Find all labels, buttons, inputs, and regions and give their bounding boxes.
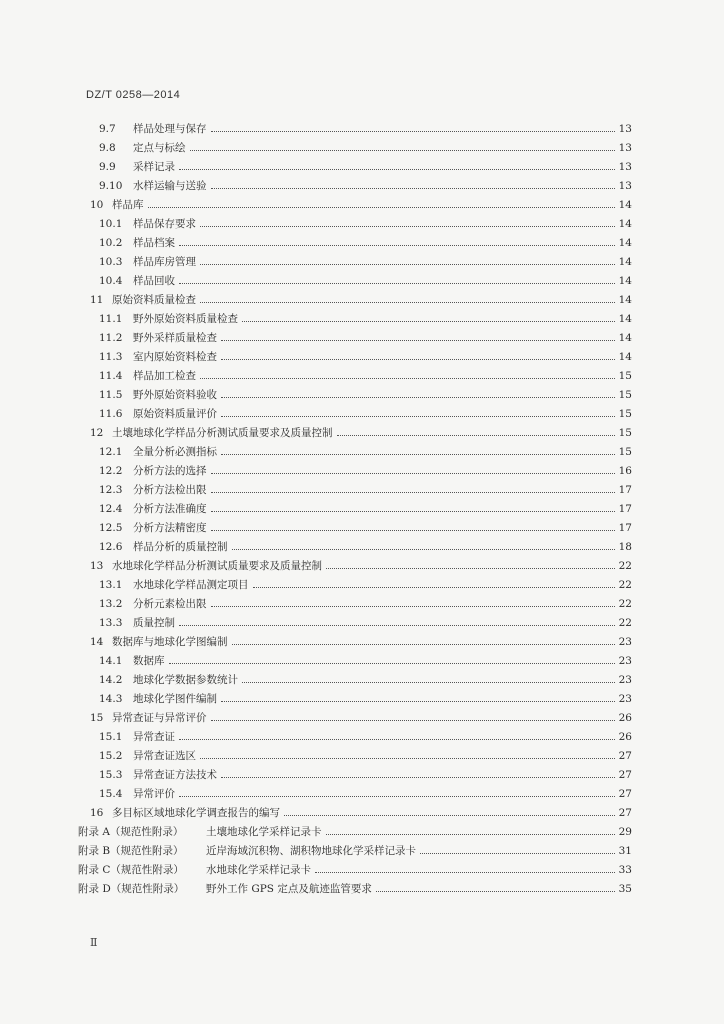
- toc-entry[interactable]: [99, 730, 632, 744]
- toc-leader-dots: [179, 787, 615, 797]
- toc-leader-dots: [179, 616, 615, 626]
- toc-entry[interactable]: [90, 806, 632, 820]
- toc-entry-title: 样品加工检查: [133, 370, 196, 382]
- toc-entry-number: 11.1: [99, 313, 123, 325]
- toc-entry[interactable]: [99, 369, 632, 383]
- toc-entry-number: 15: [90, 712, 104, 724]
- toc-entry[interactable]: [99, 787, 632, 801]
- toc-entry-number: 12: [90, 427, 104, 439]
- toc-entry-title: 原始资料质量评价: [133, 408, 217, 420]
- toc-leader-dots: [232, 540, 615, 550]
- toc-entry-title: 异常查证方法技术: [133, 769, 217, 781]
- toc-entry-page: 14: [618, 294, 632, 306]
- toc-entry[interactable]: [99, 217, 632, 231]
- toc-entry-page: 14: [618, 275, 632, 287]
- toc-leader-dots: [221, 388, 615, 398]
- toc-leader-dots: [221, 331, 615, 341]
- toc-entry-title: 样品处理与保存: [133, 123, 207, 135]
- toc-entry-number: 12.6: [99, 541, 123, 553]
- toc-entry[interactable]: [90, 293, 632, 307]
- toc-entry[interactable]: [99, 464, 632, 478]
- toc-entry-number: 12.2: [99, 465, 123, 477]
- toc-leader-dots: [200, 293, 615, 303]
- toc-entry-number: 11.3: [99, 351, 123, 363]
- toc-entry-number: 9.8: [99, 142, 116, 154]
- toc-entry-title: 样品回收: [133, 275, 175, 287]
- toc-leader-dots: [179, 730, 615, 740]
- toc-leader-dots: [179, 274, 615, 284]
- toc-entry-page: 23: [618, 636, 632, 648]
- toc-entry-title: 样品库: [112, 199, 144, 211]
- toc-entry-page: 16: [618, 465, 632, 477]
- toc-entry-page: 22: [618, 579, 632, 591]
- toc-entry-number: 14: [90, 636, 104, 648]
- toc-leader-dots: [221, 692, 615, 702]
- toc-entry-number: 13.2: [99, 598, 123, 610]
- toc-entry-page: 26: [618, 731, 632, 743]
- toc-entry[interactable]: [78, 882, 632, 896]
- toc-entry-number: 10.1: [99, 218, 123, 230]
- toc-entry-title: 定点与标绘: [133, 142, 186, 154]
- toc-entry-title: 野外工作 GPS 定点及航迹监管要求: [206, 883, 372, 895]
- toc-entry-number: 附录 B（规范性附录）: [78, 845, 184, 857]
- toc-entry[interactable]: [99, 768, 632, 782]
- toc-leader-dots: [420, 844, 615, 854]
- toc-entry-page: 13: [618, 161, 632, 173]
- toc-entry[interactable]: [99, 654, 632, 668]
- toc-leader-dots: [211, 179, 615, 189]
- toc-entry-page: 23: [618, 674, 632, 686]
- toc-entry[interactable]: [99, 274, 632, 288]
- toc-leader-dots: [326, 559, 615, 569]
- toc-entry[interactable]: [99, 388, 632, 402]
- toc-entry-page: 14: [618, 313, 632, 325]
- toc-entry-page: 14: [618, 237, 632, 249]
- toc-entry-title: 分析方法检出限: [133, 484, 207, 496]
- toc-entry-page: 22: [618, 598, 632, 610]
- toc-entry-page: 18: [618, 541, 632, 553]
- toc-leader-dots: [169, 654, 615, 664]
- toc-leader-dots: [221, 350, 615, 360]
- toc-entry[interactable]: [99, 673, 632, 687]
- toc-entry[interactable]: [99, 445, 632, 459]
- toc-leader-dots: [242, 673, 615, 683]
- toc-entry-page: 33: [618, 864, 632, 876]
- toc-entry-page: 15: [618, 389, 632, 401]
- toc-leader-dots: [211, 122, 615, 132]
- toc-entry[interactable]: [99, 331, 632, 345]
- toc-entry-title: 异常查证选区: [133, 750, 196, 762]
- toc-entry[interactable]: [99, 350, 632, 364]
- toc-leader-dots: [232, 635, 615, 645]
- toc-entry-page: 14: [618, 351, 632, 363]
- toc-entry-number: 11.4: [99, 370, 123, 382]
- toc-entry-title: 野外原始资料验收: [133, 389, 217, 401]
- toc-entry-number: 12.5: [99, 522, 123, 534]
- toc-entry[interactable]: [99, 540, 632, 554]
- toc-entry[interactable]: [99, 502, 632, 516]
- toc-entry-title: 地球化学图件编制: [133, 693, 217, 705]
- toc-entry-page: 13: [618, 180, 632, 192]
- toc-leader-dots: [211, 711, 615, 721]
- toc-leader-dots: [253, 578, 615, 588]
- toc-entry-page: 15: [618, 408, 632, 420]
- toc-leader-dots: [211, 464, 615, 474]
- toc-entry-page: 35: [618, 883, 632, 895]
- toc-entry-title: 水地球化学采样记录卡: [206, 864, 311, 876]
- toc-entry-page: 22: [618, 617, 632, 629]
- toc-entry-title: 样品库房管理: [133, 256, 196, 268]
- toc-entry[interactable]: [99, 521, 632, 535]
- toc-leader-dots: [200, 749, 615, 759]
- toc-entry-page: 23: [618, 693, 632, 705]
- document-code: DZ/T 0258—2014: [86, 89, 181, 101]
- toc-entry-title: 多目标区域地球化学调查报告的编写: [112, 807, 280, 819]
- toc-entry-number: 12.3: [99, 484, 123, 496]
- toc-entry-page: 23: [618, 655, 632, 667]
- toc-leader-dots: [200, 217, 615, 227]
- toc-entry[interactable]: [99, 578, 632, 592]
- toc-entry[interactable]: [99, 160, 632, 174]
- toc-entry-title: 异常查证: [133, 731, 175, 743]
- toc-entry-page: 15: [618, 370, 632, 382]
- toc-entry-number: 附录 D（规范性附录）: [78, 883, 185, 895]
- toc-entry-title: 野外采样质量检查: [133, 332, 217, 344]
- toc-entry-title: 样品分析的质量控制: [133, 541, 228, 553]
- toc-entry-title: 水样运输与送验: [133, 180, 207, 192]
- toc-entry-page: 27: [618, 769, 632, 781]
- toc-entry-title: 全量分析必测指标: [133, 446, 217, 458]
- toc-entry-page: 14: [618, 218, 632, 230]
- toc-leader-dots: [211, 597, 615, 607]
- toc-entry[interactable]: [99, 179, 632, 193]
- toc-leader-dots: [200, 369, 615, 379]
- toc-leader-dots: [211, 502, 615, 512]
- toc-entry-number: 12.4: [99, 503, 123, 515]
- toc-entry[interactable]: [99, 616, 632, 630]
- toc-entry[interactable]: [78, 863, 632, 877]
- toc-entry-page: 13: [618, 123, 632, 135]
- toc-entry-title: 数据库: [133, 655, 165, 667]
- toc-leader-dots: [315, 863, 615, 873]
- toc-entry-title: 野外原始资料质量检查: [133, 313, 238, 325]
- toc-leader-dots: [200, 255, 615, 265]
- toc-entry-page: 26: [618, 712, 632, 724]
- toc-entry-title: 质量控制: [133, 617, 175, 629]
- toc-entry[interactable]: [90, 198, 632, 212]
- toc-leader-dots: [148, 198, 615, 208]
- toc-entry-title: 近岸海域沉积物、湖积物地球化学采样记录卡: [206, 845, 416, 857]
- toc-entry-number: 9.7: [99, 123, 116, 135]
- toc-entry-title: 异常查证与异常评价: [112, 712, 207, 724]
- toc-entry-number: 9.9: [99, 161, 116, 173]
- toc-leader-dots: [221, 445, 615, 455]
- toc-entry-title: 异常评价: [133, 788, 175, 800]
- toc-entry-page: 14: [618, 332, 632, 344]
- toc-entry-number: 附录 C（规范性附录）: [78, 864, 184, 876]
- toc-entry-title: 土壤地球化学采样记录卡: [206, 826, 322, 838]
- toc-entry-number: 14.1: [99, 655, 123, 667]
- toc-entry[interactable]: [90, 559, 632, 573]
- toc-entry-page: 27: [618, 788, 632, 800]
- toc-entry-page: 22: [618, 560, 632, 572]
- toc-entry-number: 12.1: [99, 446, 123, 458]
- toc-entry-number: 9.10: [99, 180, 123, 192]
- toc-entry-number: 11.6: [99, 408, 123, 420]
- toc-entry-title: 原始资料质量检查: [112, 294, 196, 306]
- toc-entry-page: 15: [618, 427, 632, 439]
- toc-entry-number: 13: [90, 560, 104, 572]
- toc-entry-number: 10.4: [99, 275, 123, 287]
- toc-leader-dots: [242, 312, 615, 322]
- toc-entry[interactable]: [99, 312, 632, 326]
- toc-entry-number: 14.2: [99, 674, 123, 686]
- toc-leader-dots: [221, 768, 615, 778]
- toc-leader-dots: [190, 141, 615, 151]
- toc-entry-page: 31: [618, 845, 632, 857]
- toc-entry-title: 数据库与地球化学图编制: [112, 636, 228, 648]
- toc-leader-dots: [211, 483, 615, 493]
- toc-entry-page: 13: [618, 142, 632, 154]
- toc-entry-number: 10.2: [99, 237, 123, 249]
- toc-entry-title: 分析方法精密度: [133, 522, 207, 534]
- toc-entry-number: 13.3: [99, 617, 123, 629]
- toc-entry[interactable]: [99, 597, 632, 611]
- toc-entry-number: 11.2: [99, 332, 123, 344]
- toc-entry[interactable]: [78, 844, 632, 858]
- toc-entry-number: 15.4: [99, 788, 123, 800]
- toc-entry[interactable]: [78, 825, 632, 839]
- toc-entry-page: 14: [618, 256, 632, 268]
- toc-entry-page: 17: [618, 522, 632, 534]
- toc-entry-number: 附录 A（规范性附录）: [78, 826, 184, 838]
- toc-entry[interactable]: [99, 141, 632, 155]
- toc-entry[interactable]: [99, 255, 632, 269]
- toc-entry-number: 11: [90, 294, 104, 306]
- toc-entry-title: 样品档案: [133, 237, 175, 249]
- toc-entry[interactable]: [99, 483, 632, 497]
- toc-leader-dots: [376, 882, 615, 892]
- toc-entry-page: 14: [618, 199, 632, 211]
- toc-leader-dots: [221, 407, 615, 417]
- toc-entry[interactable]: [99, 236, 632, 250]
- toc-entry-page: 17: [618, 484, 632, 496]
- toc-entry-title: 分析元素检出限: [133, 598, 207, 610]
- toc-entry-number: 10.3: [99, 256, 123, 268]
- toc-leader-dots: [284, 806, 615, 816]
- toc-entry-number: 16: [90, 807, 104, 819]
- toc-leader-dots: [211, 521, 615, 531]
- toc-entry-number: 10: [90, 199, 104, 211]
- toc-entry-page: 17: [618, 503, 632, 515]
- toc-entry-page: 27: [618, 807, 632, 819]
- toc-entry-number: 11.5: [99, 389, 123, 401]
- toc-leader-dots: [179, 236, 615, 246]
- toc-entry-title: 样品保存要求: [133, 218, 196, 230]
- toc-entry-title: 室内原始资料检查: [133, 351, 217, 363]
- toc-entry-number: 15.1: [99, 731, 123, 743]
- toc-entry[interactable]: [90, 635, 632, 649]
- toc-leader-dots: [337, 426, 615, 436]
- toc-entry-number: 14.3: [99, 693, 123, 705]
- toc-entry[interactable]: [90, 426, 632, 440]
- toc-entry-title: 水地球化学样品测定项目: [133, 579, 249, 591]
- toc-entry-title: 地球化学数据参数统计: [133, 674, 238, 686]
- toc-entry-page: 27: [618, 750, 632, 762]
- toc-entry-number: 15.3: [99, 769, 123, 781]
- page-number-roman: Ⅱ: [90, 936, 98, 949]
- toc-entry-title: 水地球化学样品分析测试质量要求及质量控制: [112, 560, 322, 572]
- toc-entry-title: 土壤地球化学样品分析测试质量要求及质量控制: [112, 427, 333, 439]
- toc-entry[interactable]: [99, 407, 632, 421]
- toc-leader-dots: [326, 825, 615, 835]
- toc-entry[interactable]: [99, 749, 632, 763]
- toc-entry[interactable]: [90, 711, 632, 725]
- toc-entry-page: 15: [618, 446, 632, 458]
- toc-entry-title: 分析方法的选择: [133, 465, 207, 477]
- toc-entry-title: 采样记录: [133, 161, 175, 173]
- toc-leader-dots: [179, 160, 615, 170]
- toc-entry[interactable]: [99, 122, 632, 136]
- toc-entry-number: 13.1: [99, 579, 123, 591]
- toc-entry[interactable]: [99, 692, 632, 706]
- toc-entry-number: 15.2: [99, 750, 123, 762]
- toc-entry-page: 29: [618, 826, 632, 838]
- toc-entry-title: 分析方法准确度: [133, 503, 207, 515]
